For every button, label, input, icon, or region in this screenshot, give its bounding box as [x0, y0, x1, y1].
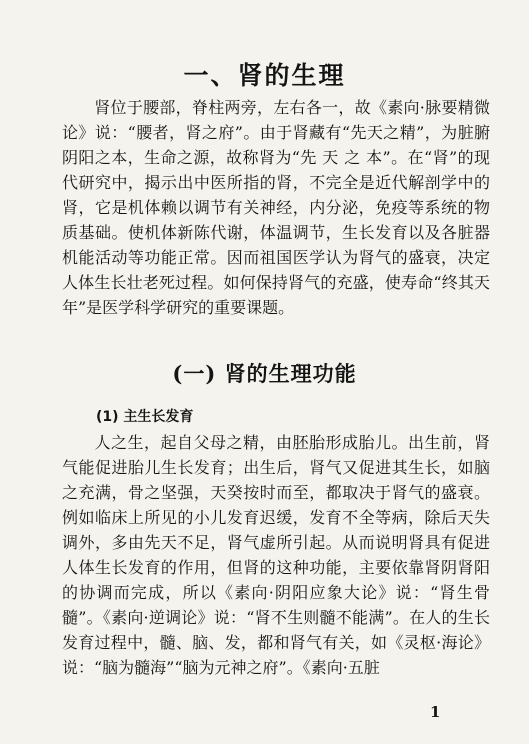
subheading: (1) 主生长发育 [96, 409, 194, 425]
body-paragraph [62, 430, 490, 680]
intro-paragraph [62, 95, 490, 320]
intro-text: 肾位于腰部，脊柱两旁，左右各一，故《素向·脉要精微论》说：“腰者，肾之府”。由于肾藏有“先天之精”，为脏腑阴阳之本，生命之源，故称肾为“先 天 之 本”。在“肾”的现代研究中，揭示出中医所指的肾，不完全是近代解剖学中的肾，它是机体赖以调节有关神经，内分泌，免疫等系统的物质基础。使机体新陈代谢，体温调节，生长发育以及各脏器机能活动等功能正常。因而祖国医学认为肾气的盛衰，决定人体生长壮老死过程。如何保持肾气的充盛，使寿命“终其天年”是医学科学研究的重要课题。 [62, 98, 490, 317]
chapter-title: 一、肾的生理 [183, 61, 346, 90]
body-text: 人之生，起自父母之精，由胚胎形成胎儿。出生前，肾气能促进胎儿生长发育；出生后，肾气又促进其生长，如脑之充满，骨之坚强，天癸按时而至，都取决于肾气的盛衰。例如临床上所见的小儿发育迟缓，发育不全等病，除后天失调外，多由先天不足，肾气虚所引起。从而说明肾具有促进人体生长发育的作用，但肾的这种功能，主要依靠肾阴肾阳的协调而完成，所以《素向·阴阳应象大论》说：“肾生骨髓”。《素向·逆调论》说：“肾不生则髓不能满”。在人的生长发育过程中，髓、脑、发，都和肾气有关，如《灵枢·海论》说：“脑为髓海”“脑为元神之府”。《素向·五脏 [62, 433, 490, 677]
section-title: (一) 肾的生理功能 [172, 361, 357, 386]
page-number: 1 [430, 703, 441, 721]
